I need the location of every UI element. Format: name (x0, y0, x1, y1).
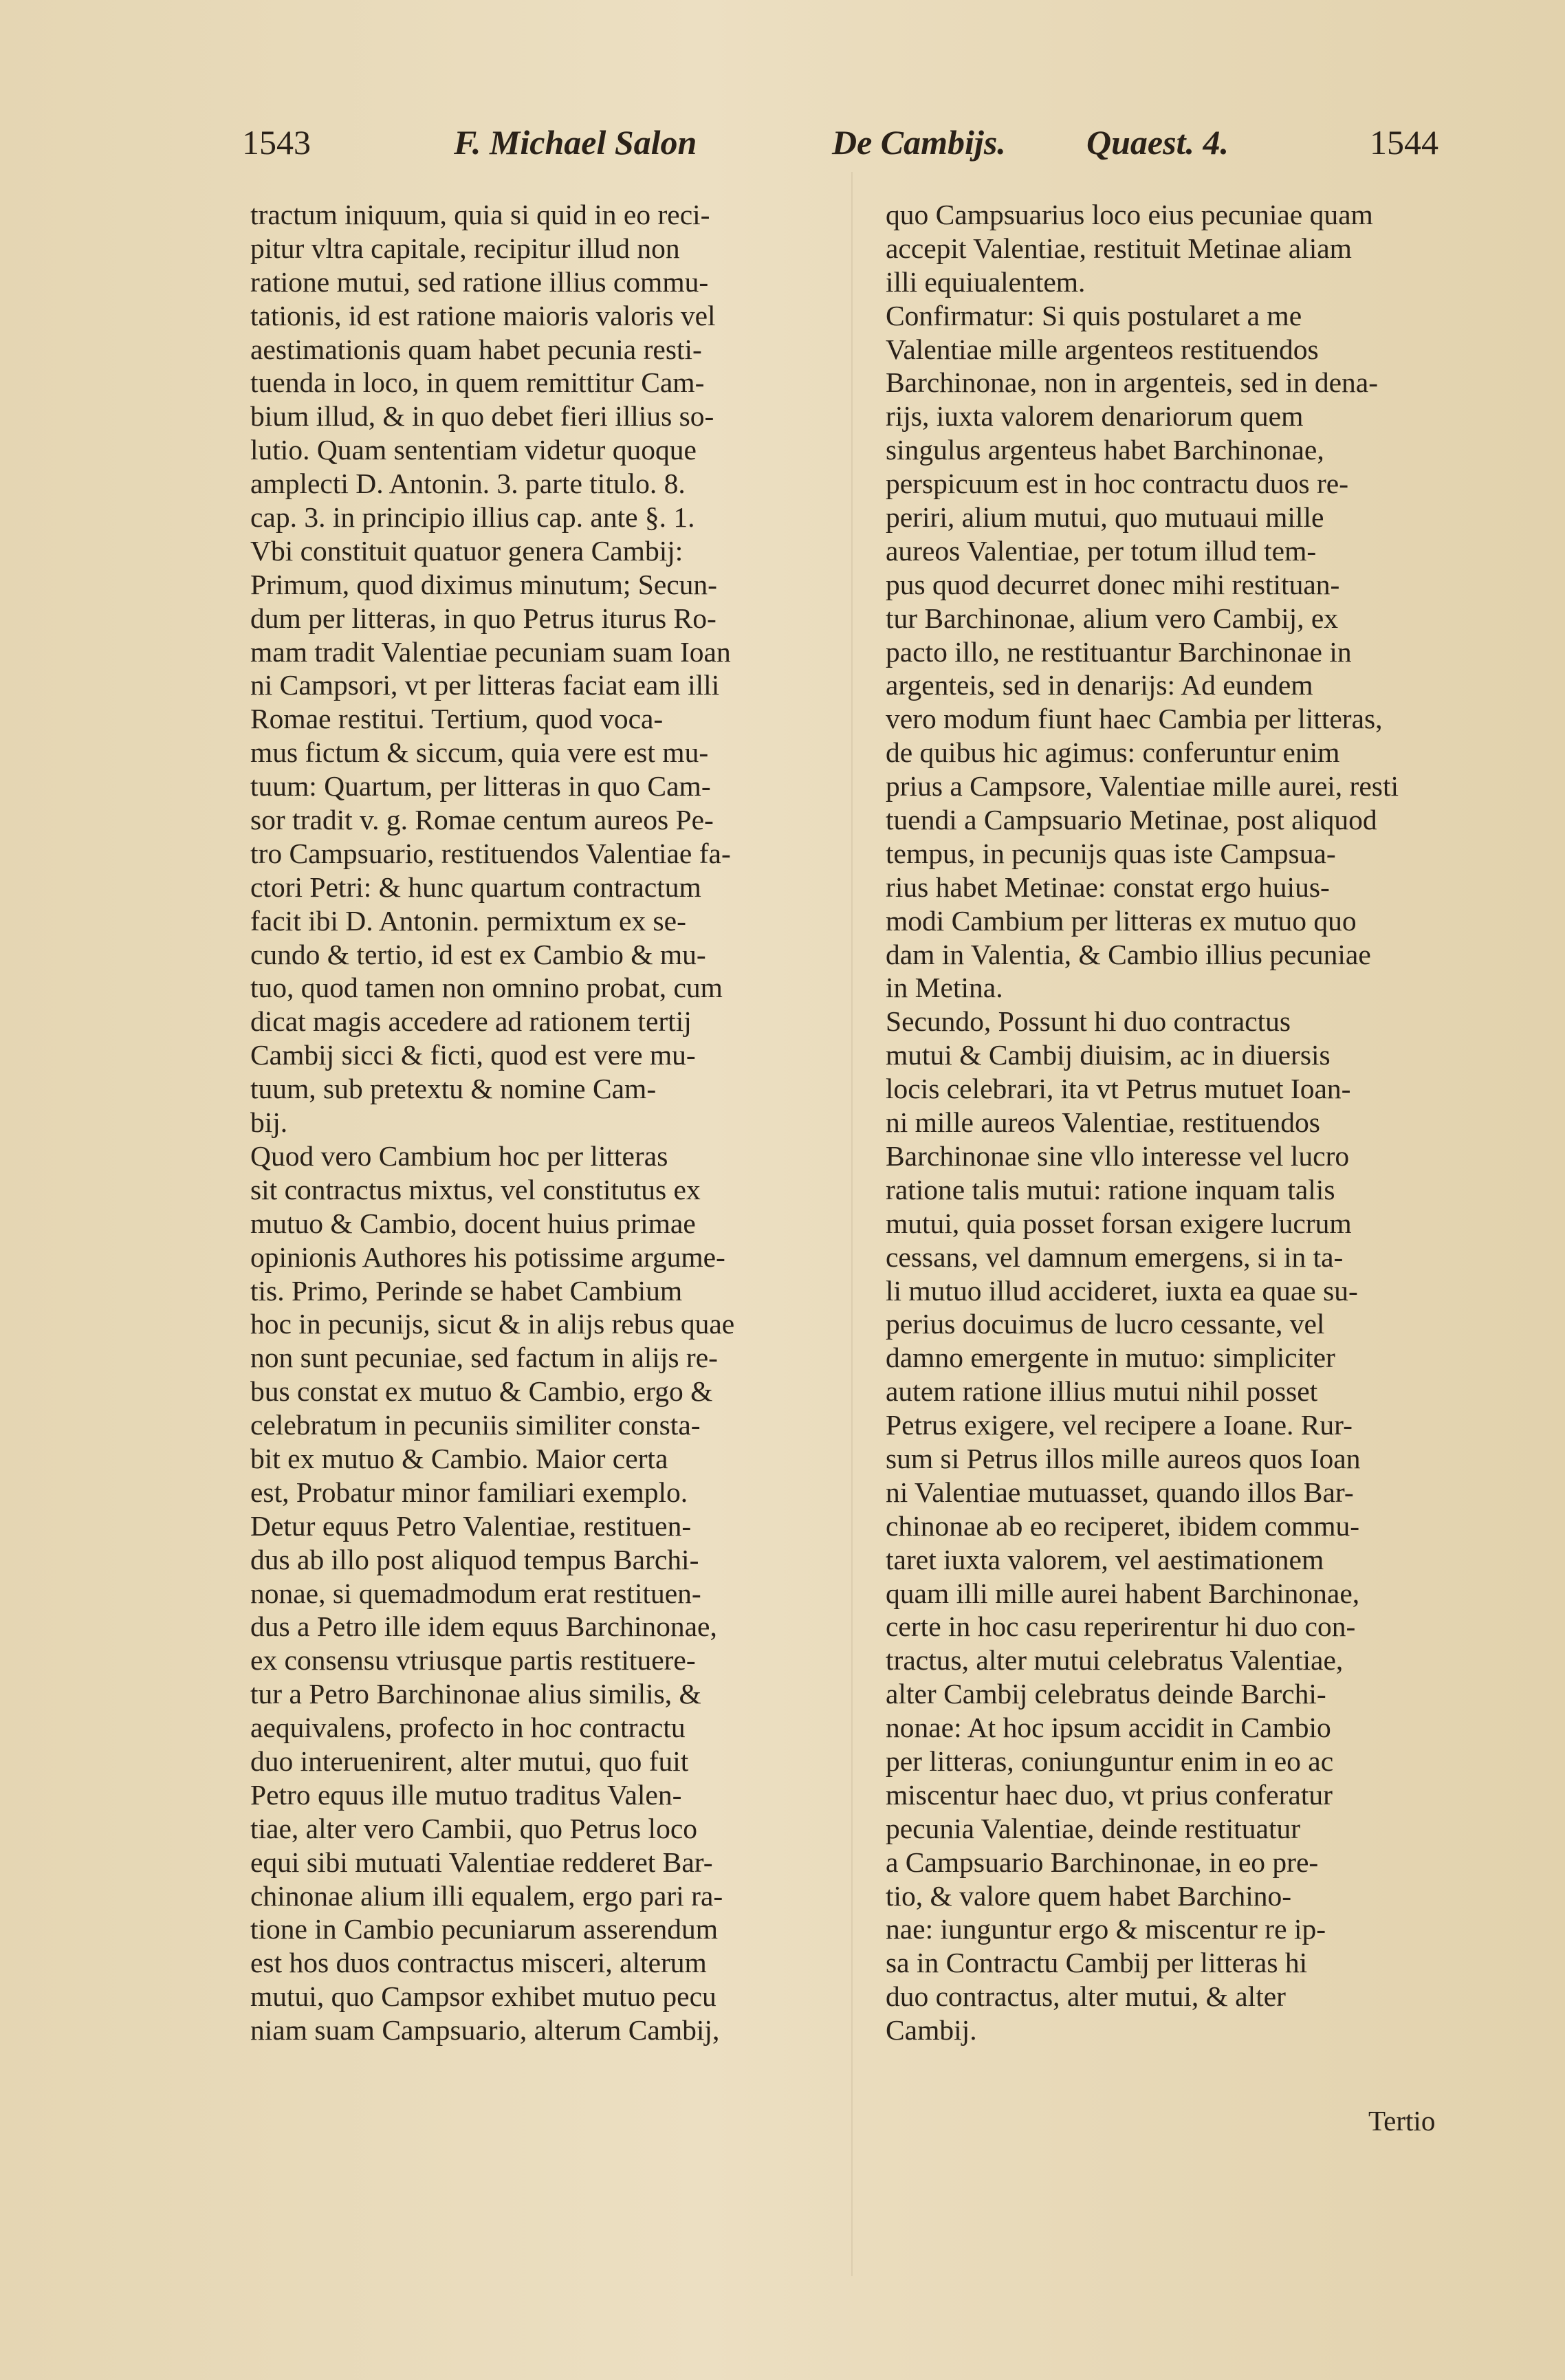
text-line: Valentiae mille argenteos restituendos (886, 333, 1319, 365)
text-line: dam in Valentia, & Cambio illius pecuniae (886, 938, 1371, 970)
text-line: non sunt pecuniae, sed factum in alijs re- (250, 1342, 718, 1374)
text-line: nae: iunguntur ergo & miscentur re ip- (886, 1913, 1326, 1945)
text-line: celebratum in pecuniis similiter consta- (250, 1409, 701, 1441)
text-line: dum per litteras, in quo Petrus iturus Ro- (250, 602, 716, 634)
text-line: opinionis Authores his potissime argume- (250, 1241, 725, 1273)
text-line: Detur equus Petro Valentiae, restituen- (250, 1509, 692, 1542)
text-line: Petrus exigere, vel recipere a Ioane. Rur- (886, 1409, 1353, 1441)
text-line: mam tradit Valentiae pecuniam suam Ioan (250, 635, 731, 668)
text-line: chinonae alium illi equalem, ergo pari ra- (250, 1879, 723, 1912)
text-line: bium illud, & in quo debet fieri illius so- (250, 400, 714, 433)
text-line: miscentur haec duo, vt prius conferatur (886, 1778, 1333, 1811)
text-line: niam suam Campsuario, alterum Cambij, (250, 2014, 720, 2046)
text-line: equi sibi mutuati Valentiae redderet Bar- (250, 1846, 713, 1878)
text-line: hoc in pecunijs, sicut & in alijs rebus quae (250, 1308, 735, 1340)
text-line: ctori Petri: & hunc quartum contractum (250, 871, 701, 903)
text-line: autem ratione illius mutui nihil posset (886, 1375, 1318, 1408)
left-text-column (250, 198, 835, 2047)
text-line: argenteis, sed in denarijs: Ad eundem (886, 669, 1313, 701)
text-line: mutui, quo Campsor exhibet mutuo pecu (250, 1980, 716, 2013)
text-line: tis. Primo, Perinde se habet Cambium (250, 1274, 683, 1307)
text-line: tione in Cambio pecuniarum asserendum (250, 1913, 718, 1945)
text-line: tationis, id est ratione maioris valoris vel (250, 299, 716, 331)
text-line: accepit Valentiae, restituit Metinae aliam (886, 232, 1352, 264)
running-header (0, 122, 1565, 184)
page-number-left: 1543 (242, 123, 311, 162)
text-line: Romae restitui. Tertium, quod voca- (250, 703, 664, 735)
running-title: De Cambijs. (832, 123, 1006, 162)
catchword: Tertio (1368, 2105, 1436, 2137)
text-line: tractus, alter mutui celebratus Valentiae, (886, 1644, 1344, 1677)
text-line: tempus, in pecunijs quas iste Campsua- (886, 837, 1336, 869)
text-line: Barchinonae sine vllo interesse vel lucro (886, 1139, 1350, 1172)
text-line: tuenda in loco, in quem remittitur Cam- (250, 367, 705, 399)
text-line: tuum, sub pretextu & nomine Cam- (250, 1073, 657, 1105)
text-line: tuum: Quartum, per litteras in quo Cam- (250, 770, 711, 803)
text-line: nonae: At hoc ipsum accidit in Cambio (886, 1712, 1331, 1744)
text-line: damno emergente in mutuo: simpliciter (886, 1342, 1335, 1374)
text-line: taret iuxta valorem, vel aestimationem (886, 1543, 1324, 1575)
text-line: illi equiualentem. (886, 265, 1086, 298)
text-line: tro Campsuario, restituendos Valentiae fa- (250, 837, 731, 869)
text-line: Confirmatur: Si quis postularet a me (886, 299, 1302, 331)
text-line: quam illi mille aurei habent Barchinonae, (886, 1577, 1360, 1609)
text-line: ratione talis mutui: ratione inquam talis (886, 1173, 1335, 1205)
text-line: a Campsuario Barchinonae, in eo pre- (886, 1846, 1319, 1878)
text-line: vero modum fiunt haec Cambia per litteras, (886, 703, 1383, 735)
text-line: dicat magis accedere ad rationem tertij (250, 1005, 692, 1038)
text-line: mutui & Cambij diuisim, ac in diuersis (886, 1039, 1331, 1071)
text-line: dus ab illo post aliquod tempus Barchi- (250, 1543, 699, 1575)
text-line: tur a Petro Barchinonae alius similis, & (250, 1678, 701, 1710)
text-line: Petro equus ille mutuo traditus Valen- (250, 1778, 682, 1811)
text-line: tur Barchinonae, alium vero Cambij, ex (886, 602, 1339, 634)
running-author: F. Michael Salon (454, 123, 697, 162)
text-line: tio, & valore quem habet Barchino- (886, 1879, 1292, 1912)
text-line: de quibus hic agimus: conferuntur enim (886, 736, 1340, 769)
text-line: lutio. Quam sententiam videtur quoque (250, 434, 697, 466)
text-line: certe in hoc casu reperirentur hi duo con- (886, 1611, 1356, 1643)
text-line: mutuo & Cambio, docent huius primae (250, 1207, 696, 1239)
text-line: Quod vero Cambium hoc per litteras (250, 1139, 668, 1172)
text-line: locis celebrari, ita vt Petrus mutuet Ioan- (886, 1073, 1351, 1105)
text-line: ni Campsori, vt per litteras faciat eam illi (250, 669, 720, 701)
text-line: Barchinonae, non in argenteis, sed in dena- (886, 367, 1379, 399)
text-line: cundo & tertio, id est ex Cambio & mu- (250, 938, 706, 970)
text-line: tiae, alter vero Cambii, quo Petrus loco (250, 1812, 697, 1844)
text-line: sit contractus mixtus, vel constitutus ex (250, 1173, 701, 1205)
text-line: sum si Petrus illos mille aureos quos Ioan (886, 1442, 1361, 1474)
running-quaestio: Quaest. 4. (1086, 123, 1229, 162)
text-line: Cambij. (886, 2014, 977, 2046)
text-line: pitur vltra capitale, recipitur illud non (250, 232, 680, 264)
text-line: facit ibi D. Antonin. permixtum ex se- (250, 904, 686, 937)
text-line: bit ex mutuo & Cambio. Maior certa (250, 1442, 668, 1474)
text-line: aureos Valentiae, per totum illud tem- (886, 534, 1317, 567)
text-line: cap. 3. in principio illius cap. ante §. 1. (250, 501, 695, 534)
text-line: aequivalens, profecto in hoc contractu (250, 1712, 686, 1744)
text-line: est, Probatur minor familiari exemplo. (250, 1476, 688, 1508)
text-line: sa in Contractu Cambij per litteras hi (886, 1947, 1308, 1979)
right-text-column (886, 198, 1470, 2047)
text-line: Primum, quod diximus minutum; Secun- (250, 568, 717, 600)
text-line: ratione mutui, sed ratione illius commu- (250, 265, 709, 298)
text-line: ni mille aureos Valentiae, restituendos (886, 1106, 1320, 1139)
text-line: ni Valentiae mutuasset, quando illos Bar- (886, 1476, 1354, 1508)
text-line: rijs, iuxta valorem denariorum quem (886, 400, 1304, 433)
text-line: dus a Petro ille idem equus Barchinonae, (250, 1611, 717, 1643)
text-line: rius habet Metinae: constat ergo huius- (886, 871, 1330, 903)
text-line: pacto illo, ne restituantur Barchinonae in (886, 635, 1352, 668)
text-line: amplecti D. Antonin. 3. parte titulo. 8. (250, 468, 686, 500)
column-gutter (851, 172, 853, 2276)
text-line: tractum iniquum, quia si quid in eo reci- (250, 199, 710, 230)
text-line: per litteras, coniunguntur enim in eo ac (886, 1745, 1334, 1777)
text-line: li mutuo illud accideret, iuxta ea quae su- (886, 1274, 1358, 1307)
text-line: prius a Campsore, Valentiae mille aurei, resti (886, 770, 1399, 803)
text-line: pecunia Valentiae, deinde restituatur (886, 1812, 1301, 1844)
text-line: modi Cambium per litteras ex mutuo quo (886, 904, 1357, 937)
text-line: singulus argenteus habet Barchinonae, (886, 434, 1324, 466)
text-line: perius docuimus de lucro cessante, vel (886, 1308, 1325, 1340)
text-line: duo interuenirent, alter mutui, quo fuit (250, 1745, 689, 1777)
text-line: tuendi a Campsuario Metinae, post aliquod (886, 804, 1377, 836)
text-line: bus constat ex mutuo & Cambio, ergo & (250, 1375, 713, 1408)
text-line: ex consensu vtriusque partis restituere- (250, 1644, 696, 1677)
page-number-right: 1544 (1370, 123, 1438, 162)
text-line: mutui, quia posset forsan exigere lucrum (886, 1207, 1352, 1239)
text-line: Cambij sicci & ficti, quod est vere mu- (250, 1039, 696, 1071)
text-line: quo Campsuarius loco eius pecuniae quam (886, 199, 1373, 230)
text-line: pus quod decurret donec mihi restituan- (886, 568, 1340, 600)
text-line: periri, alium mutui, quo mutuaui mille (886, 501, 1324, 534)
text-line: chinonae ab eo reciperet, ibidem commu- (886, 1509, 1360, 1542)
text-line: nonae, si quemadmodum erat restituen- (250, 1577, 701, 1609)
text-line: in Metina. (886, 972, 1003, 1004)
text-line: est hos duos contractus misceri, alterum (250, 1947, 707, 1979)
text-line: sor tradit v. g. Romae centum aureos Pe- (250, 804, 714, 836)
text-line: bij. (250, 1106, 288, 1139)
text-line: tuo, quod tamen non omnino probat, cum (250, 972, 723, 1004)
text-line: mus fictum & siccum, quia vere est mu- (250, 736, 709, 769)
text-line: perspicuum est in hoc contractu duos re- (886, 468, 1349, 500)
text-line: cessans, vel damnum emergens, si in ta- (886, 1241, 1344, 1273)
text-line: aestimationis quam habet pecunia resti- (250, 333, 702, 365)
text-line: Secundo, Possunt hi duo contractus (886, 1005, 1291, 1038)
text-line: alter Cambij celebratus deinde Barchi- (886, 1678, 1326, 1710)
text-line: duo contractus, alter mutui, & alter (886, 1980, 1286, 2013)
text-line: Vbi constituit quatuor genera Cambij: (250, 534, 683, 567)
